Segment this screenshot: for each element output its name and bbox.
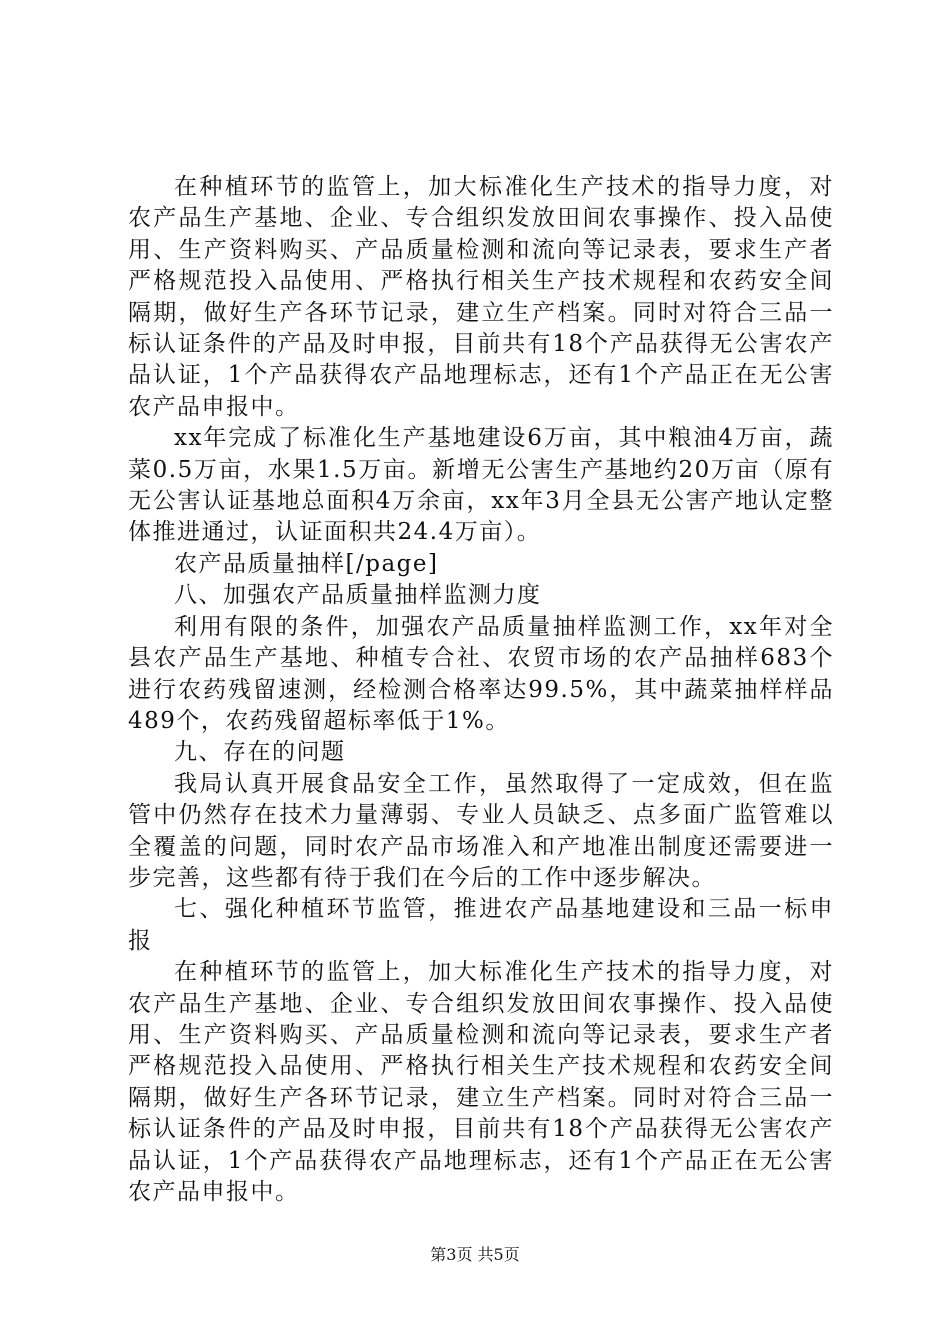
paragraph-existing-problems: 我局认真开展食品安全工作，虽然取得了一定成效，但在监管中仍然存在技术力量薄弱、专业人员缺乏、点多面广监管难以全覆盖的问题，同时农产品市场准入和产地准出制度还需要进一步完善，这些都有待于我们在今后的工作中逐步解决。 xyxy=(128,770,834,891)
heading-section-eight: 八、加强农产品质量抽样监测力度 xyxy=(174,582,542,609)
paragraph-quality-sampling-label: 农产品质量抽样[/page] xyxy=(174,550,439,577)
document-body xyxy=(128,172,834,1208)
heading-section-nine: 九、存在的问题 xyxy=(174,739,346,766)
paragraph-planting-supervision: 在种植环节的监管上，加大标准化生产技术的指导力度，对农产品生产基地、企业、专合组织发放田间农事操作、投入品使用、生产资料购买、产品质量检测和流向等记录表，要求生产者严格规范投入品使用、严格执行相关生产技术规程和农药安全间隔期，做好生产各环节记录，建立生产档案。同时对符合三品一标认证条件的产品及时申报，目前共有18个产品获得无公害农产品认证，1个产品获得农产品地理标志，还有1个产品正在无公害农产品申报中。 xyxy=(128,174,834,420)
page-footer xyxy=(0,1245,950,1265)
page-indicator: 第3页 共5页 xyxy=(430,1245,520,1264)
paragraph-sampling-monitoring: 利用有限的条件，加强农产品质量抽样监测工作，xx年对全县农产品生产基地、种植专合社、农贸市场的农产品抽样683个进行农药残留速测，经检测合格率达99.5%，其中蔬菜抽样样品489个，农药残留超标率低于1%。 xyxy=(128,613,834,734)
paragraph-standard-base-construction: xx年完成了标准化生产基地建设6万亩，其中粮油4万亩，蔬菜0.5万亩，水果1.5万亩。新增无公害生产基地约20万亩（原有无公害认证基地总面积4万余亩，xx年3月全县无公害产地认定整体推进通过，认证面积共24.4万亩）。 xyxy=(128,425,834,546)
heading-section-seven: 七、强化种植环节监管，推进农产品基地建设和三品一标申报 xyxy=(128,896,834,954)
paragraph-planting-supervision-repeat: 在种植环节的监管上，加大标准化生产技术的指导力度，对农产品生产基地、企业、专合组织发放田间农事操作、投入品使用、生产资料购买、产品质量检测和流向等记录表，要求生产者严格规范投入品使用、严格执行相关生产技术规程和农药安全间隔期，做好生产各环节记录，建立生产档案。同时对符合三品一标认证条件的产品及时申报，目前共有18个产品获得无公害农产品认证，1个产品获得农产品地理标志，还有1个产品正在无公害农产品申报中。 xyxy=(128,959,834,1205)
